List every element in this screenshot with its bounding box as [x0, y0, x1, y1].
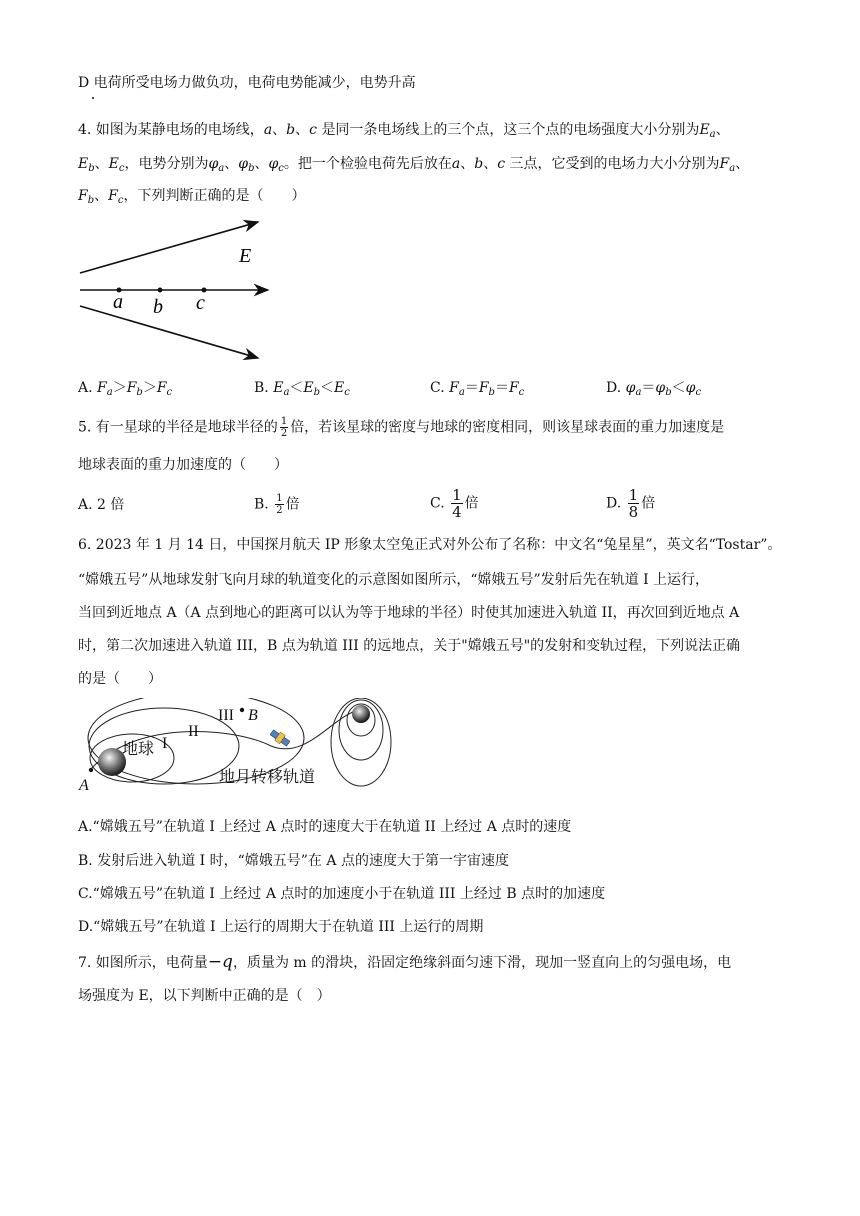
frac-den: 8: [628, 503, 639, 521]
orbit-label-iii: III: [218, 707, 234, 724]
option-key: D.: [606, 495, 622, 512]
option-key: C.: [430, 495, 445, 512]
q6-stem-line5: 的是（ ）: [78, 671, 162, 687]
frac-num: 1: [452, 486, 462, 504]
q6-stem-line4: 时，第二次加速进入轨道 III，B 点为轨道 III 的远地点，关于"嫦娥五号"的发射和变轨过程，下列说法正确: [78, 638, 741, 654]
q5-option-c[interactable]: [430, 487, 479, 520]
q5-stem-line1: [78, 416, 724, 439]
q7-stem-line2: 场强度为 E，以下判断中正确的是（ ）: [78, 988, 331, 1004]
option-suffix: 倍: [641, 495, 656, 512]
frac-den: 4: [452, 503, 462, 521]
q4-stem-text: ，下列判断正确的是（ ）: [123, 188, 306, 204]
q6-stem-line3: 当回到近地点 A（A 点到地心的距离可以认为等于地球的半径）时使其加速进入轨道 II，再次回到近地点 A: [78, 605, 740, 621]
q6-option-a[interactable]: A.“嫦娥五号”在轨道 I 上经过 A 点时的速度大于在轨道 II 上经过 A 点时的速度: [78, 819, 572, 835]
field-line-lower: [80, 306, 258, 358]
q4-option-a[interactable]: A. $F_a>F_b>F_c$: [78, 380, 173, 398]
q6-option-c[interactable]: C.“嫦娥五号”在轨道 I 上经过 A 点时的加速度小于在轨道 III 上经过 B 点时的加速度: [78, 886, 606, 902]
fraction: [628, 487, 640, 520]
satellite-icon: [269, 728, 291, 748]
point-b-dot: [240, 708, 244, 712]
q6-option-b[interactable]: B. 发射后进入轨道 I 时，“嫦娥五号”在 A 点的速度大于第一宇宙速度: [78, 853, 509, 869]
q4-stem-line1: 4. 如图为某静电场的电场线，a、b、c 是同一条电场线上的三个点，这三个点的电场强度大小分别为$E_a$、: [78, 122, 730, 140]
frac-den: 2: [276, 505, 283, 516]
charge-symbol: −q: [207, 952, 233, 972]
q4-stem-text: 。把一个检验电荷先后放在: [283, 156, 452, 172]
q5-option-b[interactable]: [254, 493, 300, 516]
q4-stem-text: 是同一条电场线上的三个点，这三个点的电场强度大小分别为: [321, 122, 700, 138]
q4-stem-line3: $F_b$、$F_c$，下列判断正确的是（ ）: [78, 188, 306, 206]
q5-stem-text: 5. 有一星球的半径是地球半径的: [78, 419, 278, 436]
q4-stem-text: 4. 如图为某静电场的电场线，: [78, 122, 264, 138]
point-b-label: B: [248, 707, 258, 724]
q7-stem-text: 7. 如图所示，电荷量: [78, 955, 208, 971]
point-c-label: c: [196, 292, 205, 314]
fraction: [451, 487, 463, 520]
frac-num: 1: [628, 486, 639, 504]
frac-num: 1: [276, 493, 283, 504]
transfer-orbit-label: 地月转移轨道: [219, 767, 316, 786]
q5-option-a[interactable]: [78, 495, 124, 515]
q5-stem-line2: 地球表面的重力加速度的（ ）: [78, 457, 288, 473]
option-text: 2 倍: [97, 497, 125, 513]
q5-stem-text: 倍，若该星球的密度与地球的密度相同，则该星球表面的重力加速度是: [290, 419, 725, 436]
field-label-e: E: [239, 245, 252, 267]
q6-stem-line2: “嫦娥五号”从地球发射飞向月球的轨道变化的示意图如图所示，“嫦娥五号”发射后先在轨道 I 上运行，: [78, 572, 710, 588]
q6-stem-line1: 6. 2023 年 1 月 14 日，中国探月航天 IP 形象太空兔正式对外公布了名称：中文名“兔星星”，英文名“Tostar”。: [78, 537, 782, 553]
point-a-label: a: [113, 291, 123, 313]
q6-option-d[interactable]: D.“嫦娥五号”在轨道 I 上运行的周期大于在轨道 III 上运行的周期: [78, 919, 484, 935]
point-b-label: b: [153, 296, 163, 318]
orbit-label-i: I: [162, 735, 168, 752]
q4-option-b[interactable]: B. $E_a<E_b<E_c$: [254, 380, 350, 398]
option-suffix: 倍: [285, 496, 300, 513]
option-suffix: 倍: [464, 495, 479, 512]
q4-option-d[interactable]: D. $\varphi_a=\varphi_b<\varphi_c$: [606, 380, 702, 398]
earth-label: 地球: [122, 739, 155, 758]
point-a-dot: [89, 768, 93, 772]
dot-mark: [92, 97, 94, 99]
point-a-label: A: [79, 777, 89, 794]
q3-option-d: D 电荷所受电场力做负功，电荷电势能减少，电势升高: [78, 75, 416, 91]
option-key: B.: [254, 496, 269, 513]
orbit-figure: [76, 698, 396, 798]
point-b: [158, 288, 163, 293]
q4-option-c[interactable]: C. $F_a=F_b=F_c$: [430, 380, 525, 398]
field-line-upper: [80, 222, 258, 273]
q4-stem-text: ，电势分别为: [124, 156, 209, 172]
electric-field-figure: [78, 218, 278, 366]
q4-stem-line2: $E_b$、$E_c$，电势分别为$\varphi_a$、$\varphi_b$、$\varphi_c$。把一个检验电荷先后放在a、b、c 三点，它受到的电场力大小分别为$F_a$、: [78, 156, 750, 174]
orbit-label-ii: II: [188, 723, 199, 740]
moon: [352, 705, 370, 723]
q4-stem-text: 三点，它受到的电场力大小分别为: [509, 156, 720, 172]
q7-stem-line1: [78, 952, 731, 973]
option-key: A.: [78, 497, 93, 513]
q5-option-d[interactable]: [606, 487, 655, 520]
fraction: [275, 493, 283, 516]
q7-stem-text: ，质量为 m 的滑块，沿固定绝缘斜面匀速下滑，现加一竖直向上的匀强电场，电: [232, 955, 732, 971]
fraction-half: $\frac{1}{2}$: [280, 416, 288, 439]
